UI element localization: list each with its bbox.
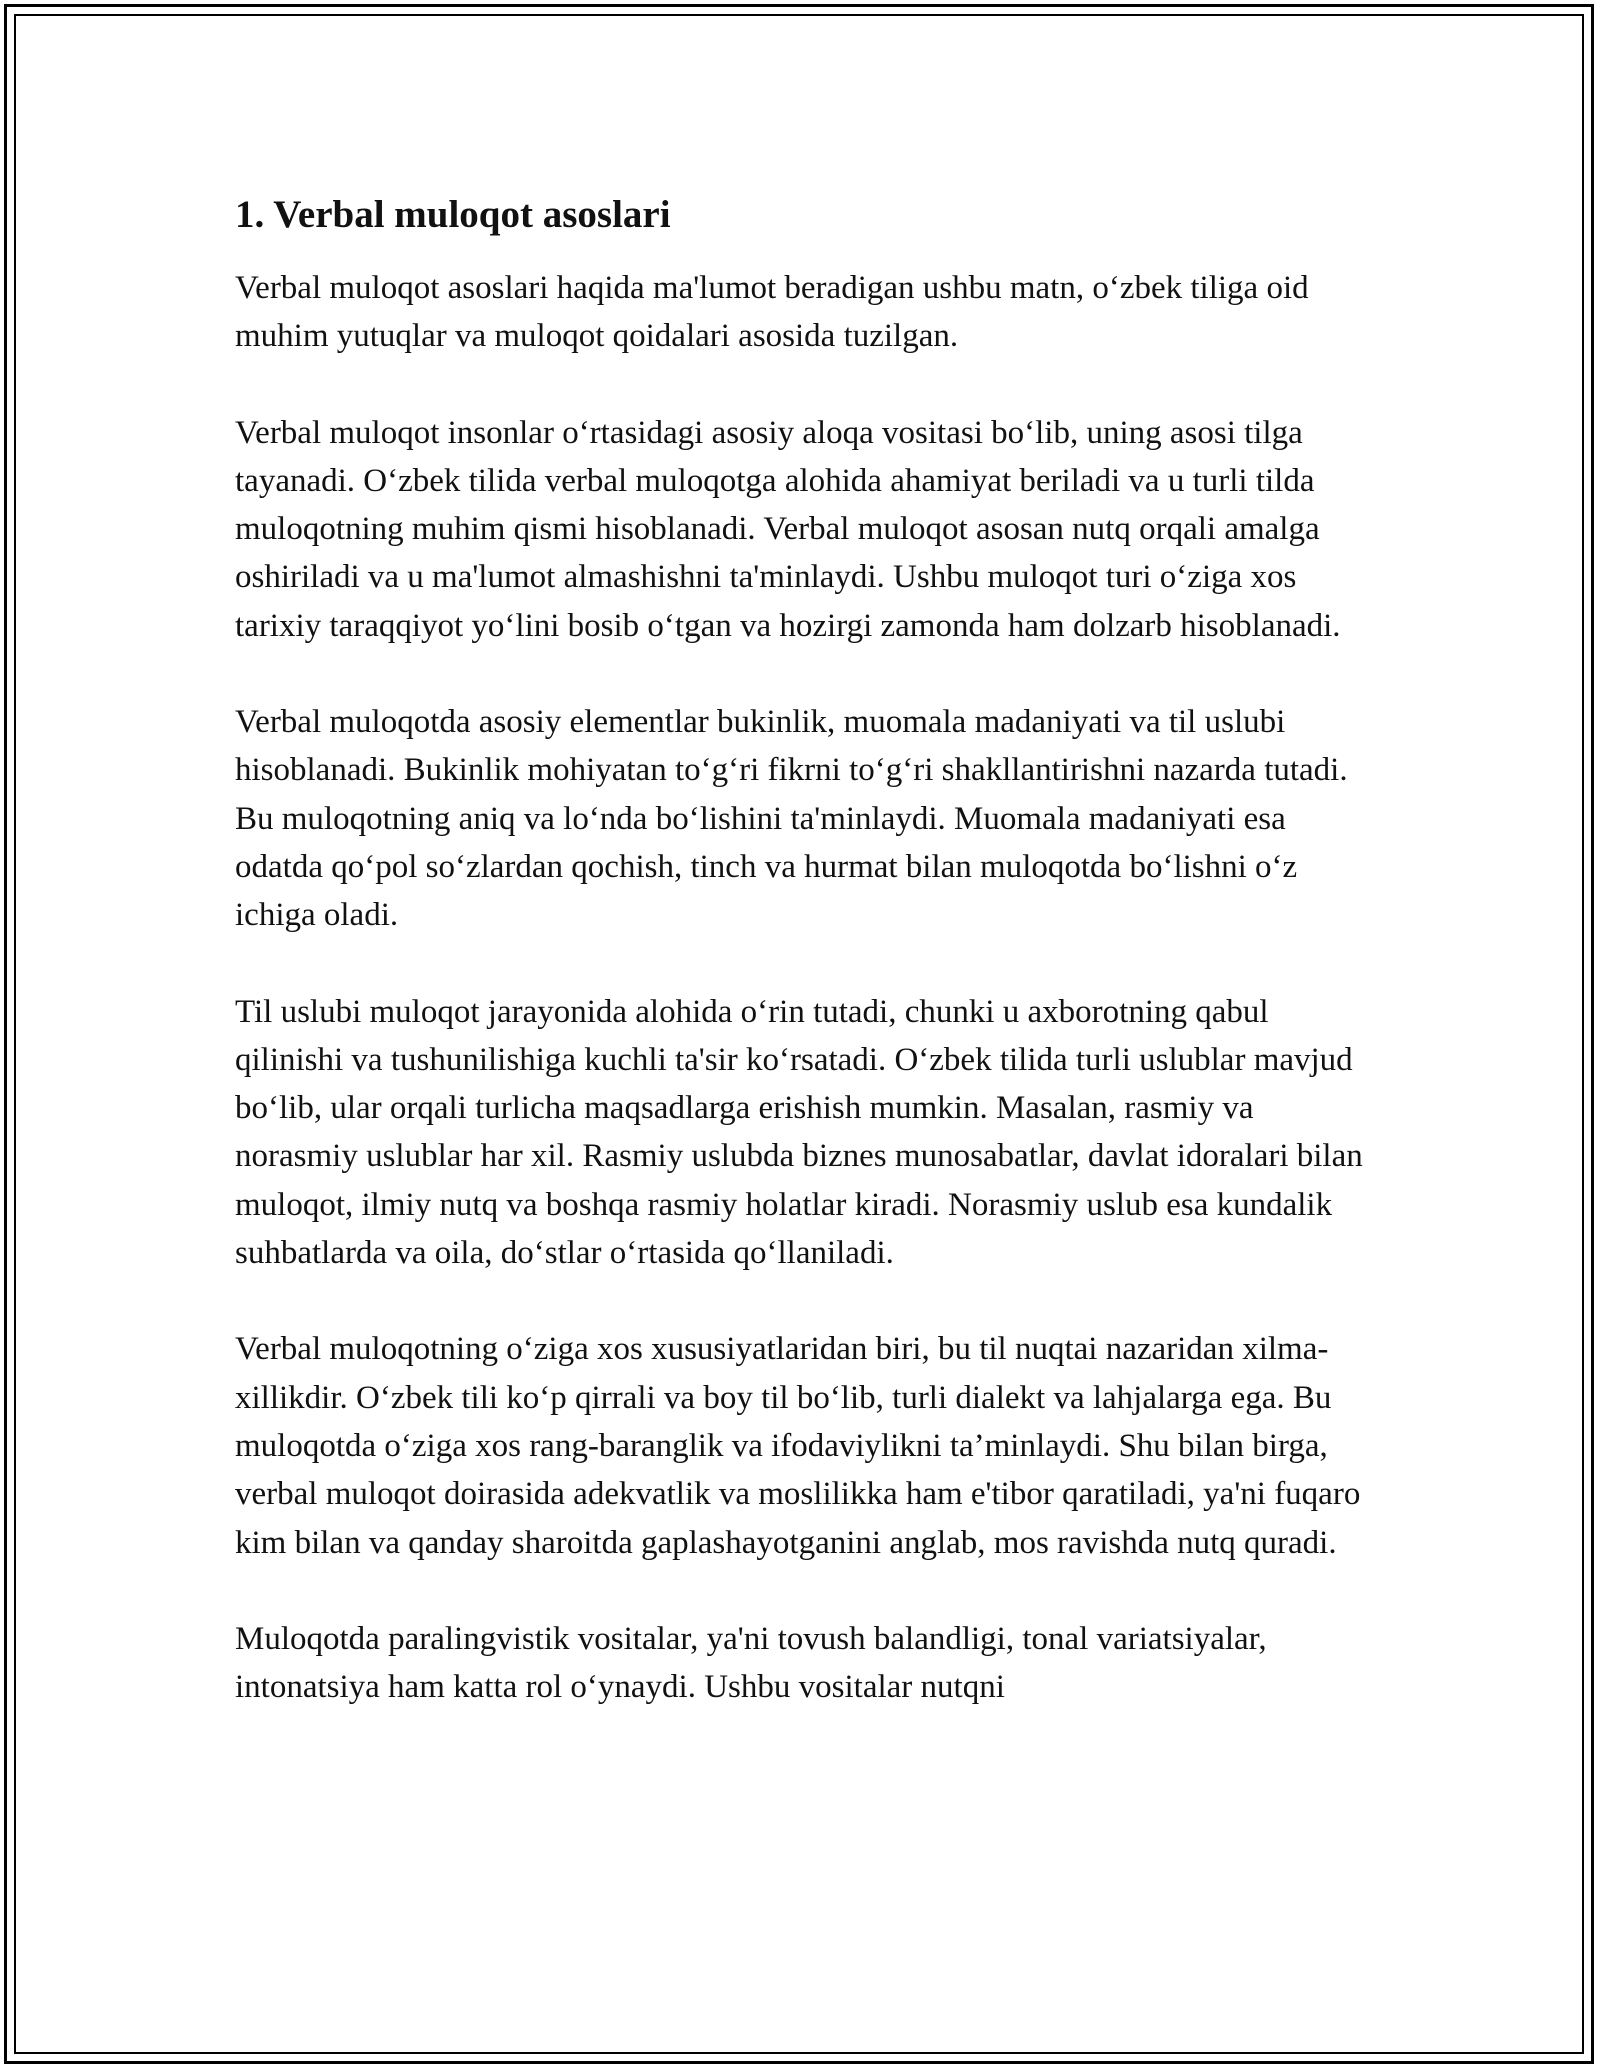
paragraph: Muloqotda paralingvistik vositalar, ya'ni tovush balandligi, tonal variatsiyalar, intonatsiya ham katta rol o‘ynaydi. Ushbu vositalar nutqni bbox=[235, 1620, 1267, 1706]
paragraph: Til uslubi muloqot jarayonida alohida o‘rin tutadi, chunki u axborotning qabul qilinishi va tushunilishiga kuchli ta'sir ko‘rsatadi. O‘zbek tilida turli uslublar mavjud bo‘lib, ular orqali turlicha maqsadlarga erishish mumkin. Masalan, rasmiy va norasmiy uslublar har xil. Rasmiy uslubda biznes munosabatlar, davlat idoralari bilan muloqot, ilmiy nutq va boshqa rasmiy holatlar kiradi. Norasmiy uslub esa kundalik suhbatlarda va oila, do‘stlar o‘rtasida qo‘llaniladi. bbox=[235, 993, 1363, 1272]
paragraph: Verbal muloqotning o‘ziga xos xususiyatlaridan biri, bu til nuqtai nazaridan xilma-xillikdir. O‘zbek tili ko‘p qirrali va boy til bo‘lib, turli dialekt va lahjalarga ega. Bu muloqotda o‘ziga xos rang-baranglik va ifodaviylikni ta’minlaydi. Shu bilan birga, verbal muloqot doirasida adekvatlik va moslilikka ham e'tibor qaratiladi, ya'ni fuqaro kim bilan va qanday sharoitda gaplashayotganini anglab, mos ravishda nutq quradi. bbox=[235, 1331, 1361, 1561]
paragraph: Verbal muloqot insonlar o‘rtasidagi asosiy aloqa vositasi bo‘lib, uning asosi tilga tayanadi. O‘zbek tilida verbal muloqotga alohida ahamiyat beriladi va u turli tilda muloqotning muhim qismi hisoblanadi. Verbal muloqot asosan nutq orqali amalga oshiriladi va u ma'lumot almashishni ta'minlaydi. Ushbu muloqot turi o‘ziga xos tarixiy taraqqiyot yo‘lini bosib o‘tgan va hozirgi zamonda ham dolzarb hisoblanadi. bbox=[235, 414, 1341, 644]
paragraph: Verbal muloqotda asosiy elementlar bukinlik, muomala madaniyati va til uslubi hisoblanadi. Bukinlik mohiyatan to‘g‘ri fikrni to‘g‘ri shakllantirishni nazarda tutadi. Bu muloqotning aniq va lo‘nda bo‘lishini ta'minlaydi. Muomala madaniyati esa odatda qo‘pol so‘zlardan qochish, tinch va hurmat bilan muloqotda bo‘lishni o‘z ichiga oladi. bbox=[235, 704, 1348, 934]
paragraph: Verbal muloqot asoslari haqida ma'lumot beradigan ushbu matn, o‘zbek tiliga oid muhim yutuqlar va muloqot qoidalari asosida tuzilgan. bbox=[235, 270, 1309, 355]
document-body bbox=[235, 190, 1370, 1711]
section-heading: 1. Verbal muloqot asoslari bbox=[235, 193, 671, 236]
